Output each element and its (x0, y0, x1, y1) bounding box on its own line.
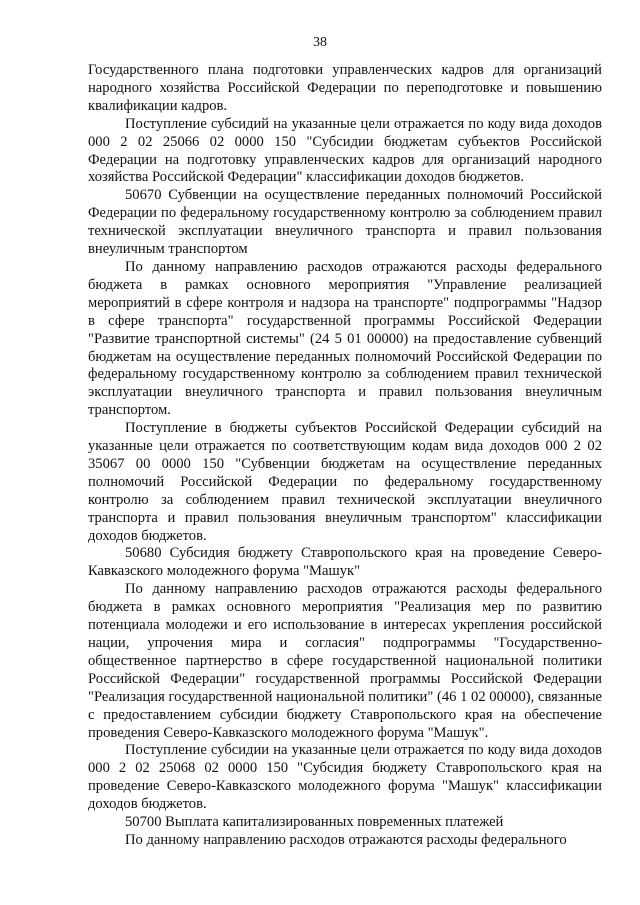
paragraph-expenses-50680: По данному направлению расходов отражаются расходы федерального бюджета в рамках основного мероприятия "Реализация мер по развитию потенциала молодежи и его использование в интересах укрепления российской нации, упрочения мира и согласия" подпрограммы "Государственно-общественное партнерство в сфере государственной национальной политики Российской Федерации" государственной программы Российской Федерации "Реализация государственной национальной политики" (46 1 02 00000), связанные с предоставлением субсидии бюджету Ставропольского края на обеспечение проведения Северо-Кавказского молодежного форума "Машук". (88, 581, 602, 741)
page-number: 38 (313, 35, 327, 50)
section-heading-50680: 50680 Субсидия бюджету Ставропольского края на проведение Северо-Кавказского молодежного форума "Машук" (88, 545, 602, 580)
section-heading-50700: 50700 Выплата капитализированных повременных платежей (125, 814, 504, 831)
paragraph-income-code-25066: Поступление субсидий на указанные цели отражается по коду вида доходов 000 2 02 25066 02 0000 150 "Субсидии бюджетам субъектов Российской Федерации на подготовку управленческих кадров для организаций народного хозяйства Российской Федерации" классификации доходов бюджетов. (88, 115, 602, 186)
paragraph-expenses-50670: По данному направлению расходов отражаются расходы федерального бюджета в рамках основного мероприятия "Управление реализацией мероприятий в сфере контроля и надзора на транспорте" подпрограммы "Надзор в сфере транспорта" государственной программы Российской Федерации "Развитие транспортной системы" (24 5 01 00000) на предоставление субвенций бюджетам на осуществление переданных полномочий Российской Федерации по федеральному государственному контролю за соблюдением правил технической эксплуатации внеуличного транспорта и правил пользования внеуличным транспортом. (88, 258, 602, 419)
paragraph-income-code-35067: Поступление в бюджеты субъектов Российской Федерации субсидий на указанные цели отражается по соответствующим кодам вида доходов 000 2 02 35067 00 0000 150 "Субвенции бюджетам на осуществление переданных полномочий Российской Федерации по федеральному государственному контролю за соблюдением правил технической эксплуатации внеуличного транспорта и правил пользования внеуличным транспортом" классификации доходов бюджетов. (88, 420, 602, 544)
section-heading-50670: 50670 Субвенции на осуществление переданных полномочий Российской Федерации по федеральному государственному контролю за соблюдением правил технической эксплуатации внеуличного транспорта и правил пользования внеуличным транспортом (88, 187, 602, 258)
paragraph-income-code-25068: Поступление субсидии на указанные цели отражается по коду вида доходов 000 2 02 25068 02 0000 150 "Субсидия бюджету Ставропольского края на проведение Северо-Кавказского молодежного форума "Машук" классификации доходов бюджетов. (88, 742, 602, 813)
paragraph-continuation: Государственного плана подготовки управленческих кадров для организаций народного хозяйства Российской Федерации по переподготовке и повышению квалификации кадров. (88, 62, 602, 114)
paragraph-expenses-50700: По данному направлению расходов отражаются расходы федерального (125, 831, 567, 848)
document-body (88, 62, 602, 850)
